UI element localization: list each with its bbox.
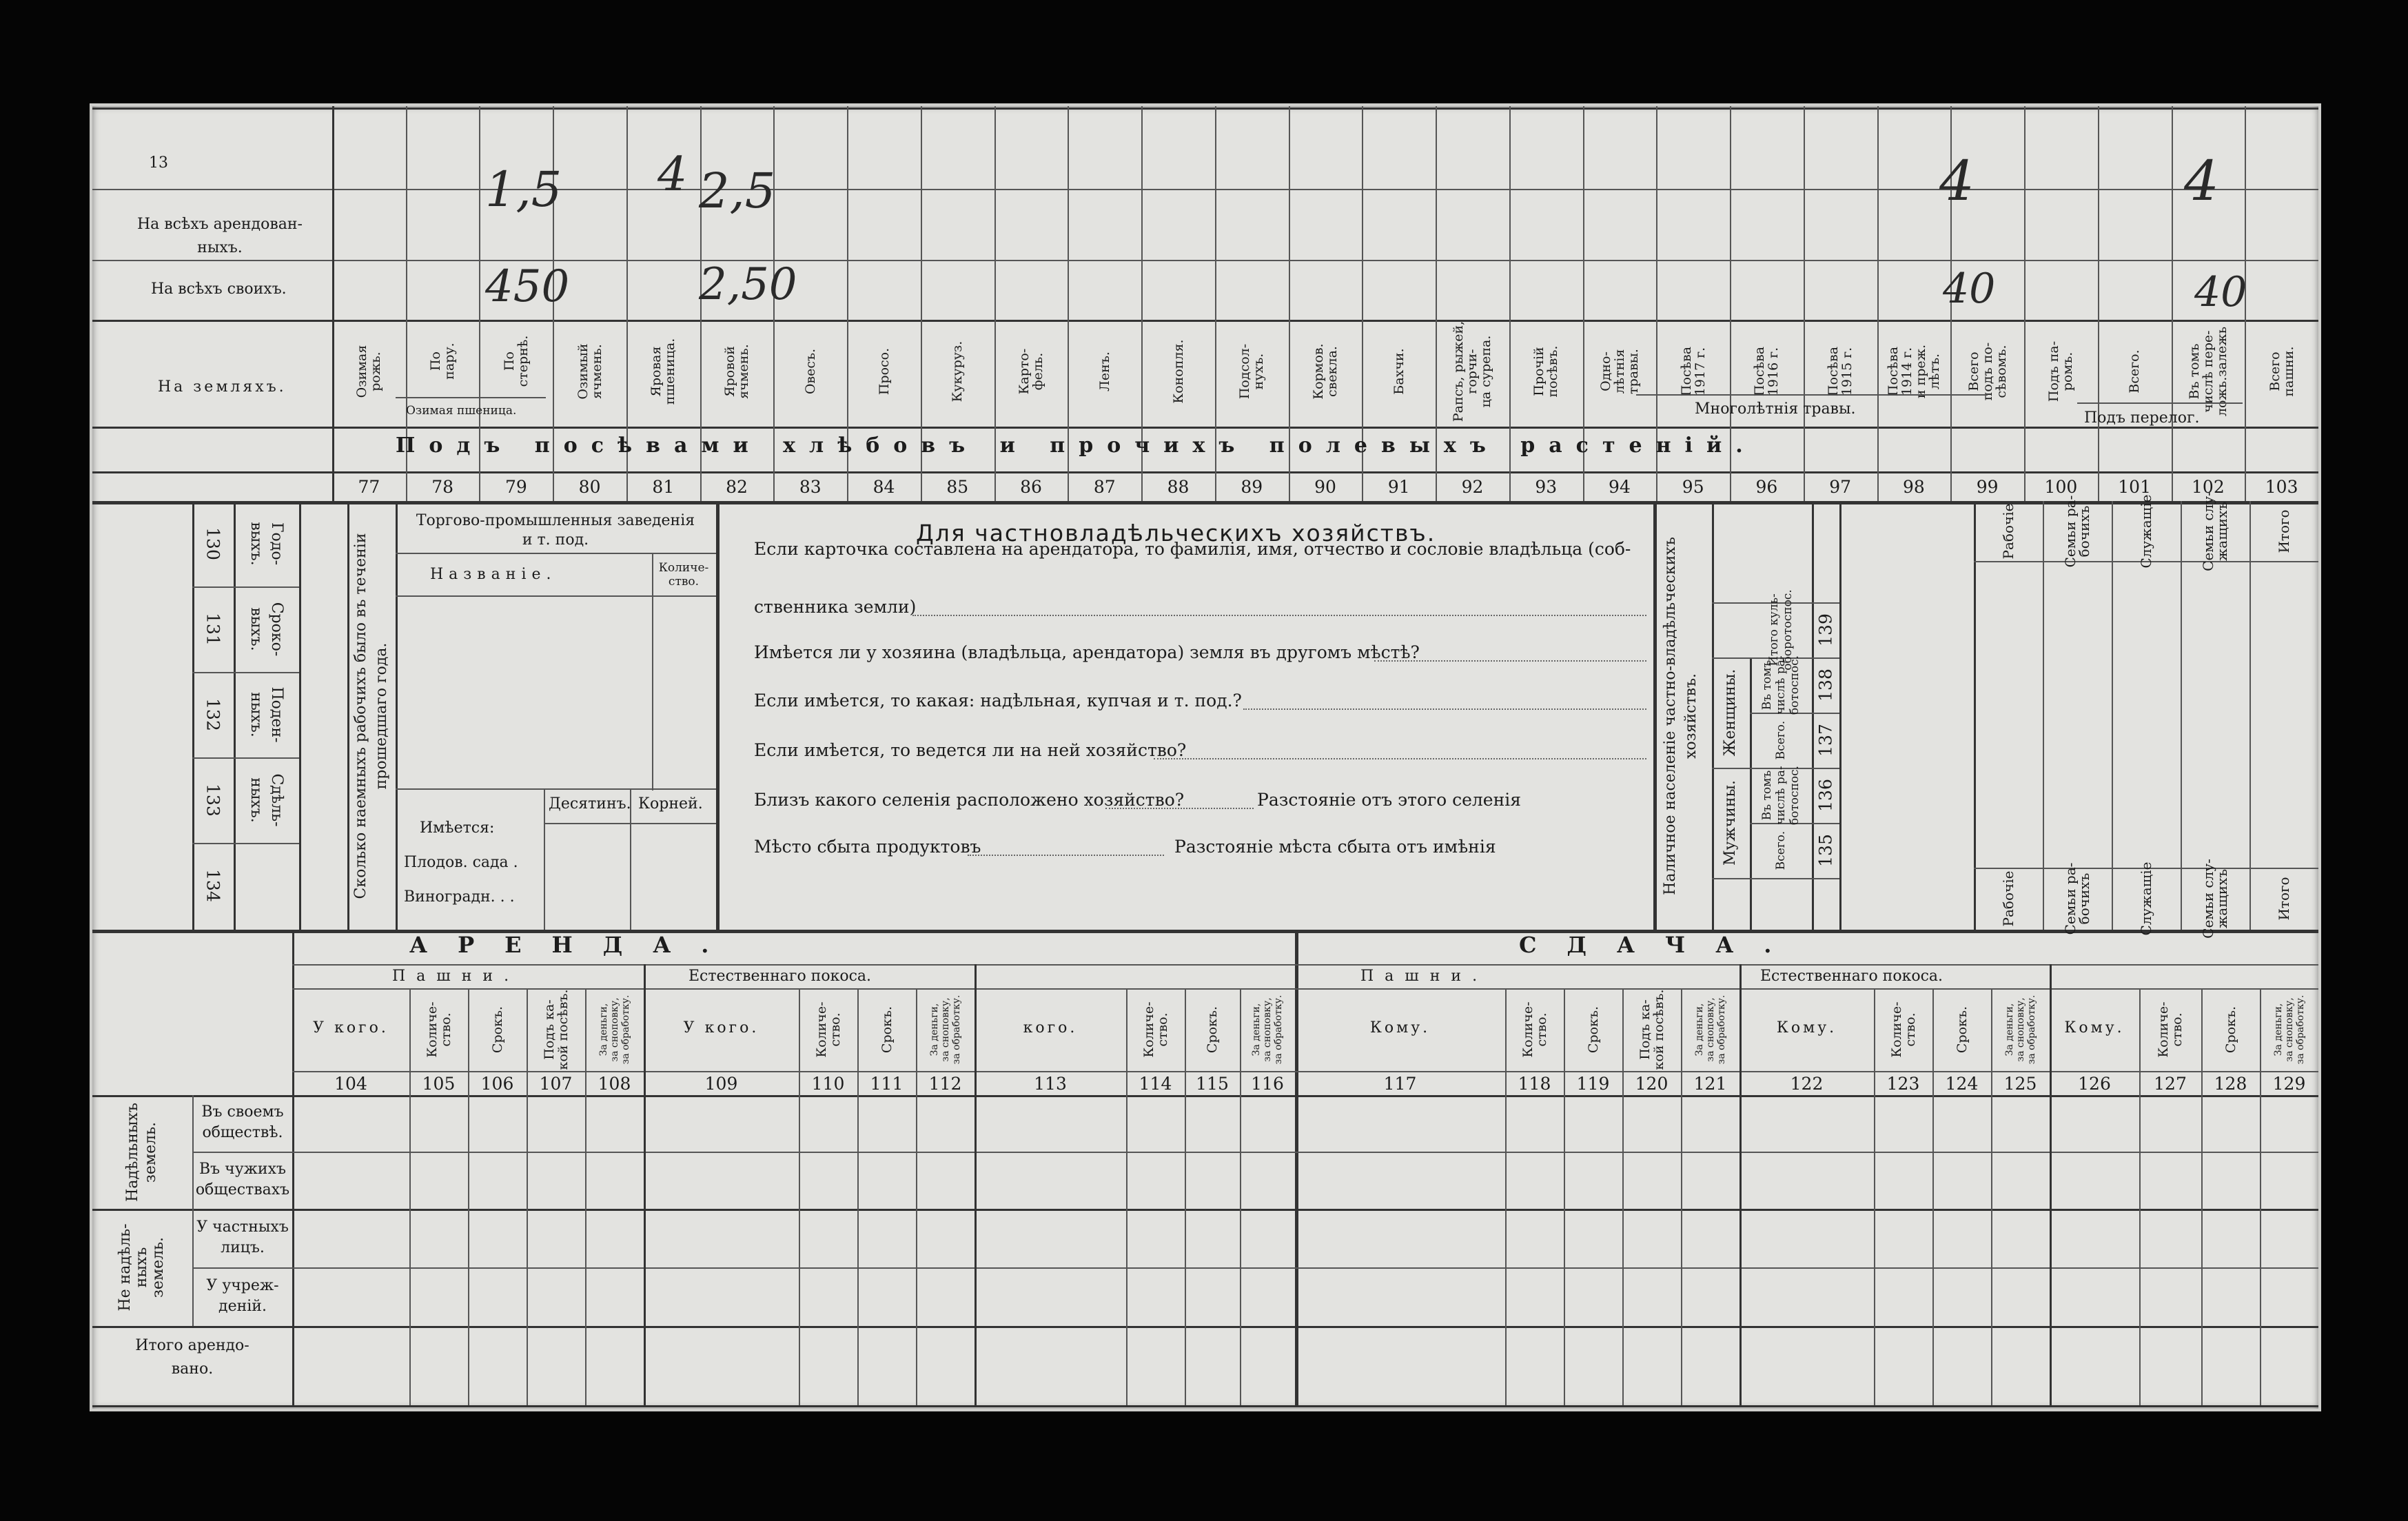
bottom-col-head: Количе- ство. [424,1001,453,1058]
group-label-divider [192,1095,194,1326]
sdacha-heading: СДАЧА. [1519,932,1802,958]
crop-number: 101 [2118,477,2151,497]
crop-number: 94 [1609,477,1631,497]
bottom-col-head: За деньги, за сноповку, за обработку. [1693,994,1727,1065]
crop-number: 98 [1903,477,1925,497]
total-rented-label: Итого арендо- вано. [135,1337,249,1378]
livestock-row-line [192,843,299,844]
population-divider-3 [1812,501,1814,930]
livestock-label: Поден- ныхъ. [247,686,285,743]
men-total-label: Всего. [1774,830,1788,870]
trade-head-line [396,595,716,597]
bottom-col-number: 111 [870,1074,904,1094]
desyatin-head: Десятинъ. [549,795,631,813]
bottom-col-number: 123 [1886,1074,1920,1094]
bottom-col-head: кого. [1023,1019,1078,1037]
crop-number: 103 [2265,477,2298,497]
crop-number: 83 [799,477,822,497]
livestock-number: 131 [203,613,223,646]
crop-number: 95 [1682,477,1704,497]
nenadel-group-label: Не надѣль- ныхъ земель. [116,1223,167,1311]
handwritten-value: 2,5 [699,163,776,219]
q3-text: Если имѣется, то какая: надѣльная, купчая и т. под.? [754,691,1242,711]
handwritten-value: 40 [1943,265,1996,313]
bottom-col-divider [1681,988,1682,1405]
livestock-number: 130 [203,527,223,560]
crop-head-label: Посѣва 1915 г. [1826,346,1855,397]
livestock-label: Годо- выхъ. [247,522,285,566]
bottom-col-divider [2201,988,2203,1405]
population-divider-2 [1750,657,1752,930]
bottom-col-divider [857,988,859,1405]
q1-text-cont: ственника земли) [754,597,917,617]
bottom-head-line [292,1071,2318,1072]
crop-numbers-divider [92,471,2318,473]
top-label-divider [332,106,334,501]
right-head-bottom-label: Семьи слу- жащихъ [2200,859,2230,939]
crop-head-label: Бахчи. [1391,348,1407,395]
bottom-col-head: Количе- ство. [1141,1001,1170,1058]
bottom-col-head: Кому. [2064,1019,2125,1037]
top-border [92,108,2318,110]
crop-head-label: Посѣва 1916 г. [1752,346,1782,397]
livestock-row-line [192,586,299,588]
bottom-label-divider [292,930,294,1405]
livestock-label: Сдѣль- ныхъ. [247,773,285,827]
right-head-top-label: Семьи ра- бочихъ [2062,495,2092,568]
crop-head-label: Карто- фель. [1017,348,1046,395]
orchard-head-line [544,823,716,824]
bottom-col-divider [1185,988,1186,1405]
crop-head-label: Въ томъ числѣ пере- ложь.залежь [2186,326,2230,417]
bottom-col-number: 117 [1383,1074,1417,1094]
livestock-number: 134 [203,869,223,902]
bottom-col-divider [1932,988,1934,1405]
trade-title: Торгово-промышленныя заведенiя и т. под. [416,512,695,549]
crop-column-divider [2098,106,2099,501]
crop-head-label: Кормов. свекла. [1311,343,1340,400]
bottom-col-head: Срокъ. [1205,1006,1220,1054]
institutions-label: У учреж- денiй. [206,1277,279,1315]
crop-banner-top [92,427,2318,429]
women-total-label: Всего. [1774,720,1788,760]
bottom-col-head: За деньги, за сноповку, за обработку. [1251,994,1284,1065]
crop-number: 77 [358,477,380,497]
bottom-col-number: 126 [2078,1074,2111,1094]
women-of-them-label: Въ томъ числѣ ра- ботоспос. [1760,655,1802,715]
q5-text: Близъ какого селенiя расположено хозяйство? [754,790,1185,810]
col-139: 139 [1815,613,1836,646]
crop-head-label: Озимый ячмень. [575,343,604,400]
bottom-col-divider [2139,988,2141,1405]
crop-column-divider [1804,106,1805,501]
pop-line-6 [1712,878,1839,879]
livestock-number: 133 [203,784,223,817]
crop-head-label: Ленъ. [1096,351,1112,391]
crop-column-divider [2024,106,2026,501]
row-all-own-label: На всѣхъ своихъ. [151,280,287,298]
own-society-label: Въ своемъ обществѣ. [201,1103,284,1141]
bottom-col-number: 106 [480,1074,514,1094]
bottom-col-head: Срокъ. [879,1006,895,1054]
bottom-col-divider [1240,988,1241,1405]
crop-number: 85 [946,477,969,497]
crop-head-label: По пару. [428,343,458,380]
bottom-sub-line [292,988,2318,990]
crop-head-label: Кукуруз. [950,340,966,402]
crop-number: 89 [1241,477,1263,497]
crop-number: 79 [504,477,527,497]
crop-head-label: Всего пашни. [2267,346,2296,397]
handwritten-value: 40 [2194,268,2247,316]
bottom-col-divider [644,964,646,1405]
crop-head-label: По стернѣ. [501,335,531,387]
row-line-own [192,1152,2318,1153]
trade-right-border [716,501,720,930]
women-label: Женщины. [1722,668,1739,757]
bottom-col-head: За деньги, за сноповку, за обработку. [2003,994,2037,1065]
row-line-2 [92,260,2318,261]
trade-title-line [396,553,716,554]
bottom-col-divider [585,988,586,1405]
right-head-divider [2249,501,2251,930]
bottom-col-number: 118 [1518,1074,1551,1094]
hired-workers-label: Сколько наемныхъ рабочихъ было въ теченiи прошедшаго года. [352,533,390,899]
crop-number: 91 [1387,477,1410,497]
vineyard-label: Виноградн. . . [404,888,515,906]
crop-number: 97 [1829,477,1852,497]
bottom-col-number: 128 [2214,1074,2247,1094]
bottom-col-number: 112 [928,1074,962,1094]
bottom-col-head: Количе- ство. [813,1001,843,1058]
bottom-col-head: Количе- ство. [1520,1001,1549,1058]
handwritten-value: 1,5 [485,161,562,218]
livestock-label-divider [299,501,301,930]
perennial-line [1636,394,1988,396]
col-135: 135 [1815,834,1836,867]
has-label: Имѣется: [420,819,495,837]
crop-head-label: Озимая рожь. [354,345,384,398]
q6-text: Мѣсто сбыта продуктовъ [754,837,981,857]
right-heads-border [1974,501,1976,930]
bottom-col-head: Кому. [1776,1019,1837,1037]
orchard-label: Плодов. сада . [404,854,518,871]
crop-head-label: Посѣва 1914 г. и преж. лѣтъ. [1885,344,1942,399]
crop-number: 84 [873,477,895,497]
arenda-heading: АРЕНДА. [409,932,739,958]
row-line-institutions [92,1326,2318,1328]
bottom-col-number: 124 [1945,1074,1979,1094]
bottom-col-number: 127 [2154,1074,2187,1094]
row-line-other [92,1209,2318,1211]
bottom-col-head: За деньги, за сноповку, за обработку. [928,994,962,1065]
crop-head-label: Подсол- нухъ. [1237,343,1267,400]
sdacha-pashni: Пашни. [1360,968,1489,985]
crop-column-divider [1877,106,1879,501]
q4-text: Если имѣется, то ведется ли на ней хозяйство? [754,740,1187,760]
right-head-top-label: Рабочiе [2000,503,2017,560]
q5-answer-line[interactable] [1105,808,1254,809]
bottom-col-number: 107 [539,1074,573,1094]
bottom-col-head: Срокъ. [1585,1006,1601,1054]
right-head-bottom-label: Служащiе [2138,861,2154,936]
crop-number: 90 [1314,477,1336,497]
crop-number: 86 [1020,477,1042,497]
bottom-col-divider [975,964,977,1405]
bottom-col-number: 108 [598,1074,631,1094]
population-left-border [1653,501,1657,930]
fallow-line [2077,402,2243,404]
right-head-top-label: Служащiе [2138,494,2154,569]
q6-answer-line[interactable] [968,855,1164,856]
crop-head-label: Всего подъ по- сѣвомъ. [1966,342,2009,401]
row-line-1 [92,189,2318,190]
crop-number: 99 [1976,477,1999,497]
bottom-col-number: 115 [1196,1074,1229,1094]
row-all-rented-label: На всѣхъ арендован- ныхъ. [137,216,303,256]
handwritten-value: 4 [657,147,688,202]
bottom-col-number: 125 [2003,1074,2037,1094]
crop-banner: Подъ посѣвами хлѣбовъ и прочихъ полевыхъ растенiй. [396,433,1757,458]
crop-head-label: Прочiй посѣвъ. [1531,345,1561,398]
nadel-group-label: Надѣльныхъ земель. [124,1103,159,1202]
bottom-col-divider [1564,988,1565,1405]
right-head-divider [2043,501,2044,930]
bottom-col-number: 121 [1693,1074,1727,1094]
total-workers-label: Итого куль- оборотоспос. [1767,589,1795,671]
bottom-col-divider [916,988,917,1405]
q1-answer-line[interactable] [912,615,1646,616]
livestock-label: Сроко- выхъ. [247,602,285,657]
right-head-top-label: Семьи слу- жащихъ [2200,491,2230,571]
bottom-col-divider [799,988,800,1405]
crop-number: 81 [652,477,675,497]
bottom-col-divider [2050,964,2052,1405]
bottom-col-head: Срокъ. [1954,1006,1970,1054]
crop-number: 80 [578,477,601,497]
q5-distance-text: Разстоянiе отъ этого селенiя [1257,790,1522,810]
top-section-divider [92,320,2318,322]
bottom-col-number: 116 [1251,1074,1284,1094]
crop-number: 96 [1755,477,1778,497]
crop-head-label: Всего. [2127,349,2143,394]
crop-head-label: Одно- лѣтнiя травы. [1598,349,1641,394]
q2-answer-line[interactable] [1374,660,1646,662]
crop-number: 88 [1167,477,1190,497]
bottom-col-divider [1505,988,1507,1405]
bottom-col-head: Подъ ка- кой посѣвъ. [1637,989,1666,1070]
bottom-col-divider [1622,988,1624,1405]
crop-number: 102 [2192,477,2225,497]
row-line-private [192,1267,2318,1269]
population-title: Наличное населенiе частно-владѣльческихъ хозяйствъ. [1662,537,1700,895]
livestock-num-divider [234,501,236,930]
under-fallow-label: Подъ перелог. [2084,409,2200,427]
bottom-col-head: Подъ ка- кой посѣвъ. [541,989,571,1070]
col-138: 138 [1815,668,1836,702]
q1-text: Если карточка составлена на арендатора, то фамилiя, имя, отчество и сословiе владѣльца (соб- [754,539,1631,559]
bottom-col-divider [468,988,469,1405]
crop-head-label: Яровая пшеница. [649,338,678,405]
bottom-col-number: 120 [1635,1074,1669,1094]
crop-head-label: Рапсъ, рыжей, горчи- ца сурепа. [1451,320,1494,422]
q2-text: Имѣется ли у хозяина (владѣльца, арендатора) земля въ другомъ мѣстѣ? [754,642,1420,662]
perennial-grass-label: Многолѣтнiя травы. [1695,400,1856,418]
q4-answer-line[interactable] [1154,758,1646,759]
trade-left-border [396,501,398,930]
right-head-bottom-label: Итого [2276,877,2292,921]
handwritten-value: 2,50 [699,259,797,310]
bottom-col-head: Количе- ство. [2156,1001,2185,1058]
trade-qty-head: Количе- ство. [658,561,709,589]
crop-head-label: Просо. [876,347,892,396]
bottom-col-number: 113 [1034,1074,1067,1094]
bottom-border [92,1405,2318,1407]
right-head-bottom-label: Рабочiе [2000,870,2017,927]
bottom-col-number: 105 [422,1074,456,1094]
crop-head-label: Конопля. [1170,339,1186,404]
bottom-col-head: За деньги, за сноповку, за обработку. [598,994,631,1065]
men-label: Мужчины. [1722,779,1739,866]
livestock-left-border [192,501,194,930]
winter-wheat-label: Озимая пшеница. [406,404,517,418]
crop-head-label: Овесъ. [802,348,818,395]
crop-number: 93 [1535,477,1558,497]
bottom-col-head: Количе- ство. [1888,1001,1918,1058]
hired-label-divider [347,501,349,930]
crop-head-label: Яровой ячмень. [722,344,752,399]
handwritten-value: 4 [1939,149,1975,213]
bottom-col-divider [1991,988,1992,1405]
right-head-bottom-label: Семьи ра- бочихъ [2062,862,2092,935]
right-head-divider [2181,501,2182,930]
bottom-col-divider [409,988,411,1405]
handwritten-value: 4 [2184,149,2219,213]
livestock-row-line [192,672,299,673]
crop-head-label: Посѣва 1917 г. [1678,346,1708,397]
bottom-title-line [292,964,2318,966]
arenda-sdacha-divider [1295,930,1298,1405]
row-on-lands-label: На земляхъ. [158,378,287,396]
trade-name-head: Названiе. [430,566,557,583]
crop-number: 78 [431,477,454,497]
col-136: 136 [1815,779,1836,812]
bottom-col-divider [2260,988,2261,1405]
q6-distance-text: Разстоянiе мѣста сбыта отъ имѣнiя [1174,837,1496,857]
bottom-col-number: 110 [811,1074,845,1094]
roots-head: Корней. [638,795,703,813]
bottom-col-head: Срокъ. [489,1006,505,1054]
trade-bottom-line [396,788,716,790]
trade-qty-divider [652,553,653,790]
bottom-col-divider [1874,988,1875,1405]
q3-answer-line[interactable] [1243,708,1646,710]
bottom-col-divider [1739,964,1742,1405]
page-mark: 13 [149,154,168,172]
men-of-them-label: Въ томъ числѣ ра- ботоспос. [1760,765,1802,826]
bottom-col-head: У кого. [313,1019,389,1037]
arenda-pashni: Пашни. [392,968,520,985]
col-137: 137 [1815,724,1836,757]
crop-number: 92 [1461,477,1484,497]
crop-head-label: Подъ па- ромъ. [2046,340,2076,402]
population-divider-4 [1839,501,1841,930]
population-divider-1 [1712,501,1714,930]
handwritten-value: 450 [485,261,570,312]
bottom-col-head: Срокъ. [2223,1006,2238,1054]
bottom-col-divider [1126,988,1128,1405]
bottom-col-number: 129 [2272,1074,2306,1094]
winter-wheat-line [396,397,546,398]
bottom-col-number: 104 [334,1074,367,1094]
crop-number: 87 [1093,477,1116,497]
crop-column-divider [2172,106,2173,501]
top-section-bottom [92,501,2318,504]
other-society-label: Въ чужихъ обществахъ [195,1161,290,1198]
arenda-meadow: Естественнаго покоса. [688,968,872,985]
livestock-number: 132 [203,698,223,731]
census-card [90,103,2321,1411]
bottom-col-head: Кому. [1369,1019,1431,1037]
bottom-col-head: За деньги, за сноповку, за обработку. [2272,994,2306,1065]
bottom-col-number: 109 [704,1074,738,1094]
right-head-divider [2112,501,2113,930]
bottom-num-line [92,1095,2318,1097]
bottom-col-number: 122 [1790,1074,1824,1094]
private-farms-title: Для частновладѣльческихъ хозяйствъ. [916,520,1436,547]
bottom-col-head: У кого. [683,1019,759,1037]
bottom-col-number: 119 [1576,1074,1610,1094]
orchard-divider-1 [544,788,545,930]
crop-number: 82 [726,477,748,497]
bottom-col-divider [527,988,528,1405]
crop-number: 100 [2044,477,2078,497]
livestock-row-line [192,757,299,759]
private-persons-label: У частныхъ лицъ. [196,1218,289,1256]
bottom-col-number: 114 [1139,1074,1172,1094]
right-head-top-label: Итого [2276,509,2292,553]
sdacha-meadow: Естественнаго покоса. [1760,968,1943,985]
